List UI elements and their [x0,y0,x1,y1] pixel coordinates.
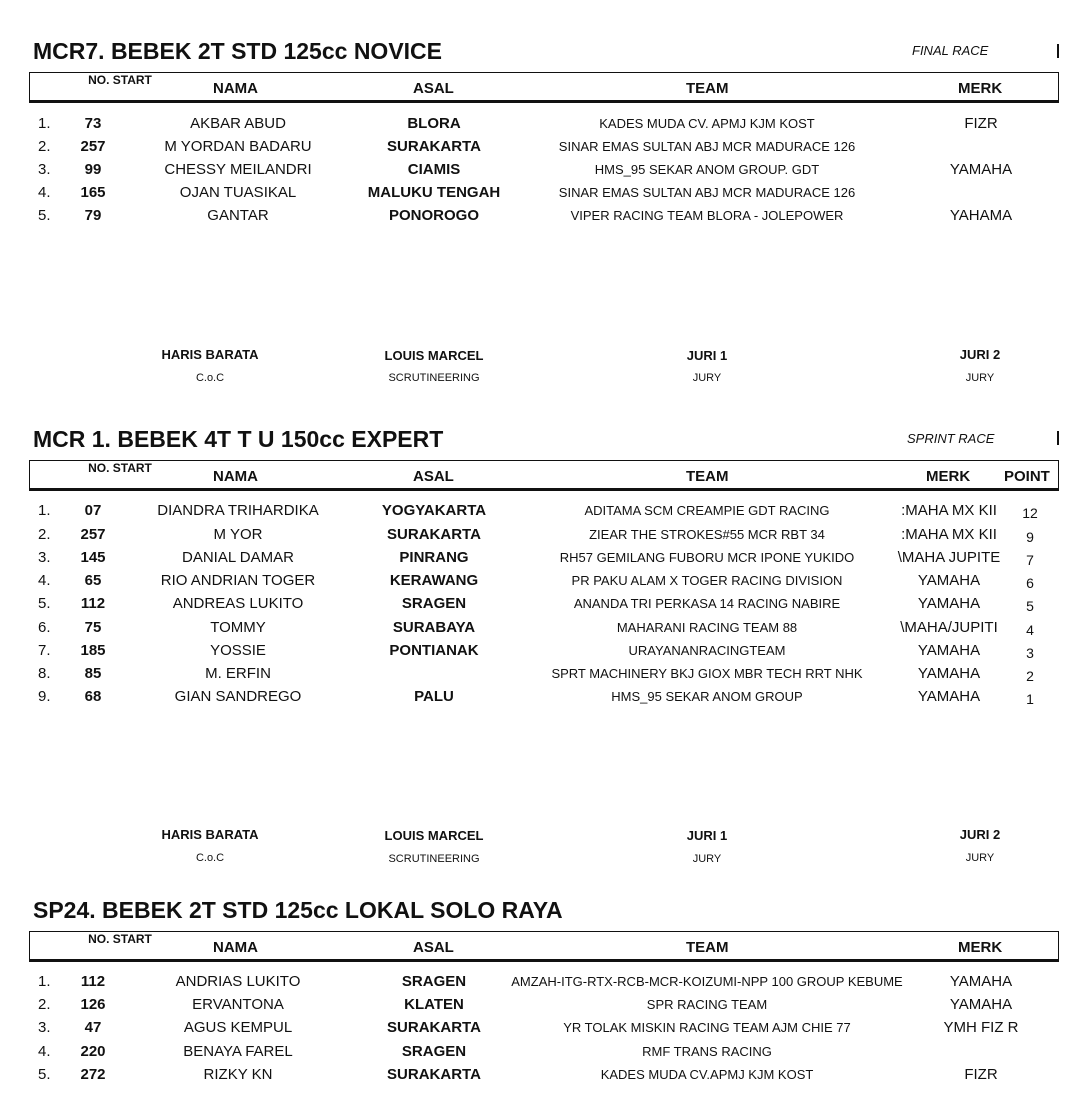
section-title: MCR7. BEBEK 2T STD 125cc NOVICE [33,38,443,64]
row-team: SINAR EMAS SULTAN ABJ MCR MADURACE 126 [558,185,856,200]
row-team: KADES MUDA CV. APMJ KJM KOST [599,116,815,131]
header-team: TEAM [686,939,729,956]
signature-jury2-name: JURI 2 [959,827,1001,842]
row-point: 3 [1026,645,1034,661]
signature-coc-role: C.o.C [195,852,225,864]
row-start-number: 07 [84,502,102,519]
row-brand: YMH FIZ R [943,1019,1019,1036]
table-row [0,662,1080,685]
row-position: 3. [38,549,51,566]
row-rider-name: ERVANTONA [192,996,284,1013]
row-start-number: 79 [84,207,102,224]
signature-scrutineering-role: SCRUTINEERING [388,853,480,865]
row-position: 6. [38,619,51,636]
row-point: 4 [1026,622,1034,638]
table-row [0,970,1080,993]
row-position: 1. [38,502,51,519]
row-rider-name: AGUS KEMPUL [183,1019,293,1036]
row-position: 3. [38,1019,51,1036]
table-header [29,72,1059,103]
row-team: SPR RACING TEAM [646,997,768,1012]
signature-coc-role: C.o.C [195,372,225,384]
table-row [0,204,1080,227]
row-rider-name: RIZKY KN [203,1066,273,1083]
edge-mark [1057,44,1059,58]
table-row [0,135,1080,158]
row-start-number: 145 [80,549,106,566]
table-header [29,460,1059,491]
row-rider-name: TOMMY [210,619,266,636]
table-row [0,993,1080,1016]
row-origin: BLORA [407,115,461,132]
row-origin: SRAGEN [401,1043,467,1060]
row-position: 5. [38,207,51,224]
row-brand: YAHAMA [949,207,1013,224]
row-start-number: 272 [80,1066,106,1083]
row-rider-name: M. ERFIN [205,665,271,682]
row-start-number: 165 [80,184,106,201]
table-row [0,112,1080,135]
row-rider-name: OJAN TUASIKAL [179,184,297,201]
row-brand: \MAHA JUPITE [897,549,1001,566]
row-brand: YAMAHA [917,595,981,612]
row-origin: SURAKARTA [387,1066,481,1083]
row-start-number: 112 [80,595,106,612]
row-origin: SURAKARTA [387,1019,481,1036]
table-row [0,523,1080,546]
header-no-start: NO. START [88,461,152,475]
row-team: URAYANANRACINGTEAM [628,643,786,658]
table-row [0,569,1080,592]
row-brand: FIZR [964,115,998,132]
row-origin: PONOROGO [388,207,479,224]
row-point: 12 [1022,505,1038,521]
row-brand: YAMAHA [949,973,1013,990]
row-rider-name: ANDREAS LUKITO [172,595,304,612]
row-start-number: 73 [84,115,102,132]
signature-jury2-role: JURY [965,852,995,864]
header-merk: MERK [926,468,971,485]
header-no-start: NO. START [88,932,152,946]
header-nama: NAMA [213,468,258,485]
row-rider-name: GANTAR [207,207,269,224]
table-header [29,931,1059,962]
signature-coc-name: HARIS BARATA [161,827,259,842]
signature-jury2-role: JURY [965,372,995,384]
row-rider-name: CHESSY MEILANDRI [164,161,312,178]
row-position: 2. [38,996,51,1013]
signature-scrutineering-role: SCRUTINEERING [388,372,480,384]
table-row [0,499,1080,522]
row-position: 4. [38,1043,51,1060]
row-point: 1 [1026,691,1034,707]
row-position: 9. [38,688,51,705]
table-row [0,158,1080,181]
header-point: POINT [1004,468,1050,485]
row-team: SINAR EMAS SULTAN ABJ MCR MADURACE 126 [558,139,856,154]
row-start-number: 126 [80,996,106,1013]
row-brand: YAMAHA [917,665,981,682]
row-brand: YAMAHA [917,642,981,659]
table-row [0,546,1080,569]
row-origin: PALU [414,688,454,705]
row-rider-name: RIO ANDRIAN TOGER [160,572,316,589]
signature-jury1-name: JURI 1 [686,828,728,843]
row-start-number: 75 [84,619,102,636]
row-position: 5. [38,595,51,612]
row-origin: CIAMIS [407,161,461,178]
row-rider-name: GIAN SANDREGO [174,688,302,705]
header-nama: NAMA [213,80,258,97]
section-title: MCR 1. BEBEK 4T T U 150cc EXPERT [33,426,444,452]
row-team: RH57 GEMILANG FUBORU MCR IPONE YUKIDO [559,550,855,565]
signature-coc-name: HARIS BARATA [161,347,259,362]
signature-jury1-role: JURY [692,372,722,384]
row-position: 1. [38,115,51,132]
row-team: KADES MUDA CV.APMJ KJM KOST [600,1067,814,1082]
row-point: 6 [1026,575,1034,591]
table-row [0,592,1080,615]
row-team: YR TOLAK MISKIN RACING TEAM AJM CHIE 77 [563,1020,851,1035]
row-start-number: 220 [80,1043,106,1060]
row-rider-name: M YORDAN BADARU [164,138,312,155]
race-type-label: FINAL RACE [912,43,989,58]
header-merk: MERK [958,939,1003,956]
row-team: AMZAH-ITG-RTX-RCB-MCR-KOIZUMI-NPP 100 GROUP KEBUME [511,974,903,989]
row-team: HMS_95 SEKAR ANOM GROUP. GDT [594,162,820,177]
row-start-number: 65 [84,572,102,589]
row-origin: SURAKARTA [387,138,481,155]
row-origin: SURABAYA [392,619,476,636]
race-type-label: SPRINT RACE [907,431,995,446]
row-start-number: 85 [84,665,102,682]
row-team: SPRT MACHINERY BKJ GIOX MBR TECH RRT NHK [551,666,863,681]
table-row [0,616,1080,639]
header-team: TEAM [686,80,729,97]
row-team: ZIEAR THE STROKES#55 MCR RBT 34 [589,527,825,542]
row-brand: FIZR [964,1066,998,1083]
row-rider-name: BENAYA FAREL [183,1043,293,1060]
section-title: SP24. BEBEK 2T STD 125cc LOKAL SOLO RAYA [33,897,563,923]
row-rider-name: M YOR [213,526,263,543]
row-point: 9 [1026,529,1034,545]
edge-mark [1057,431,1059,445]
row-rider-name: DANIAL DAMAR [182,549,294,566]
row-position: 3. [38,161,51,178]
header-nama: NAMA [213,939,258,956]
row-start-number: 257 [80,526,106,543]
row-team: VIPER RACING TEAM BLORA - JOLEPOWER [570,208,844,223]
row-brand: \MAHA/JUPITI [900,619,998,636]
row-position: 7. [38,642,51,659]
row-origin: YOGYAKARTA [381,502,487,519]
table-row [0,181,1080,204]
row-rider-name: AKBAR ABUD [190,115,286,132]
row-origin: KERAWANG [389,572,479,589]
row-position: 4. [38,184,51,201]
row-position: 2. [38,526,51,543]
row-origin: PONTIANAK [389,642,479,659]
signature-jury2-name: JURI 2 [959,347,1001,362]
row-start-number: 47 [84,1019,102,1036]
header-asal: ASAL [413,939,454,956]
row-team: MAHARANI RACING TEAM 88 [616,620,798,635]
row-origin: PINRANG [399,549,469,566]
table-row [0,639,1080,662]
row-position: 4. [38,572,51,589]
header-merk: MERK [958,80,1003,97]
row-rider-name: YOSSIE [210,642,266,659]
row-team: RMF TRANS RACING [642,1044,772,1059]
row-start-number: 68 [84,688,102,705]
row-start-number: 185 [80,642,106,659]
signature-jury1-name: JURI 1 [686,348,728,363]
row-brand: YAMAHA [917,572,981,589]
row-origin: MALUKU TENGAH [367,184,501,201]
row-start-number: 112 [80,973,106,990]
row-brand: :MAHA MX KII [901,526,997,543]
row-team: ADITAMA SCM CREAMPIE GDT RACING [584,503,830,518]
row-brand: :MAHA MX KII [901,502,997,519]
row-position: 8. [38,665,51,682]
signature-scrutineering-name: LOUIS MARCEL [384,348,484,363]
row-brand: YAMAHA [949,161,1013,178]
header-no-start: NO. START [88,73,152,87]
row-brand: YAMAHA [949,996,1013,1013]
header-asal: ASAL [413,80,454,97]
row-rider-name: ANDRIAS LUKITO [175,973,301,990]
signature-jury1-role: JURY [692,853,722,865]
row-origin: SRAGEN [401,595,467,612]
row-team: ANANDA TRI PERKASA 14 RACING NABIRE [573,596,841,611]
row-brand: YAMAHA [917,688,981,705]
row-origin: SRAGEN [401,973,467,990]
row-position: 1. [38,973,51,990]
row-origin: KLATEN [404,996,464,1013]
table-row [0,685,1080,708]
row-start-number: 257 [80,138,106,155]
table-row [0,1063,1080,1086]
row-point: 5 [1026,598,1034,614]
table-row [0,1040,1080,1063]
row-position: 2. [38,138,51,155]
header-asal: ASAL [413,468,454,485]
row-rider-name: DIANDRA TRIHARDIKA [157,502,319,519]
row-team: PR PAKU ALAM X TOGER RACING DIVISION [571,573,843,588]
signature-scrutineering-name: LOUIS MARCEL [384,828,484,843]
header-team: TEAM [686,468,729,485]
row-point: 7 [1026,552,1034,568]
row-point: 2 [1026,668,1034,684]
table-row [0,1016,1080,1039]
row-origin: SURAKARTA [387,526,481,543]
row-start-number: 99 [84,161,102,178]
row-team: HMS_95 SEKAR ANOM GROUP [611,689,803,704]
row-position: 5. [38,1066,51,1083]
